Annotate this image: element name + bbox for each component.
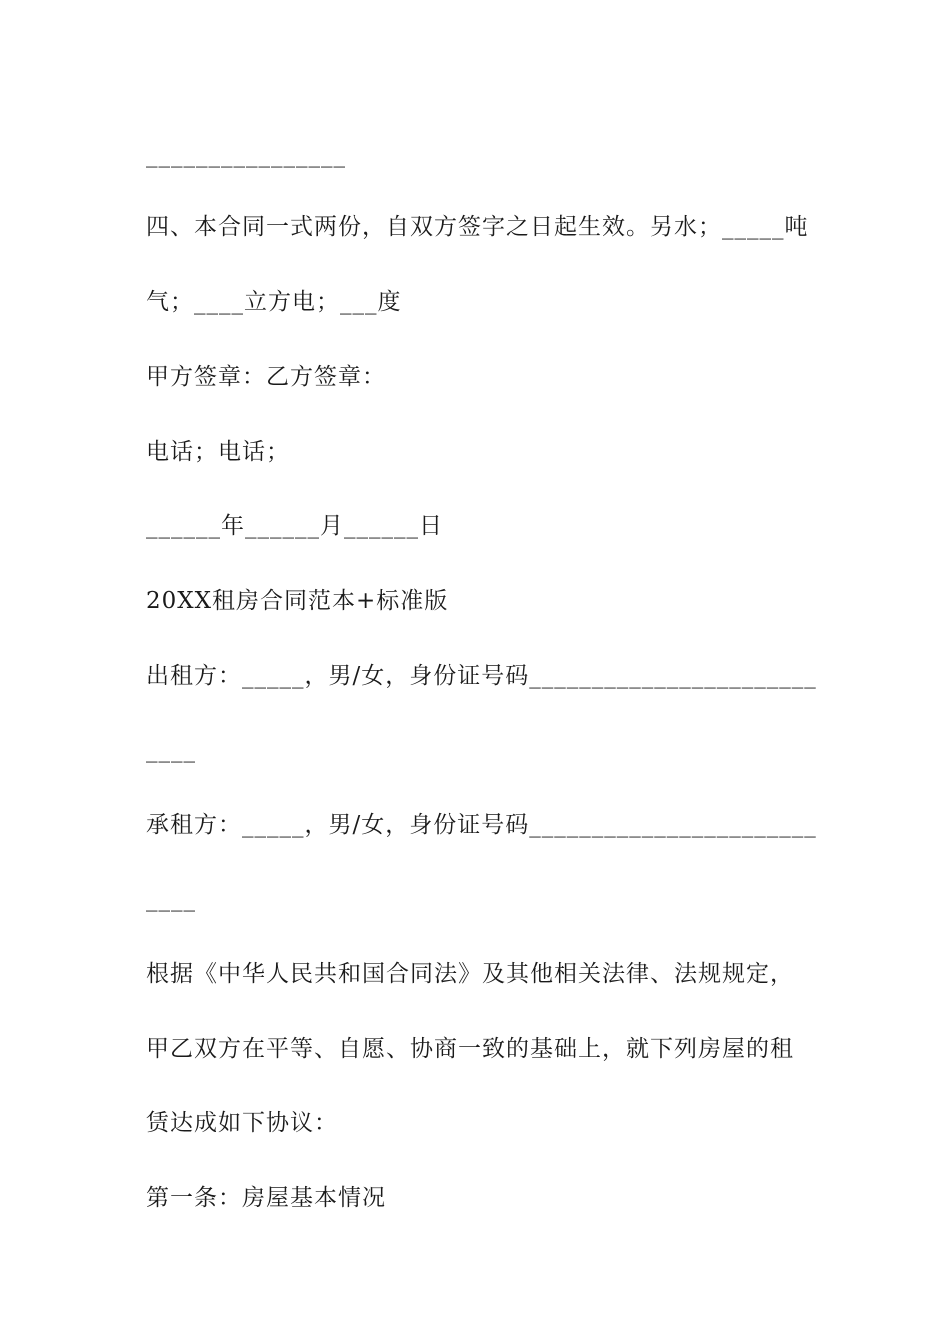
document-heading: 20XX租房合同范本+标准版 xyxy=(146,588,449,614)
lessee-id-continued: ____ xyxy=(146,886,196,912)
blank-line: ________________ xyxy=(146,142,346,168)
legal-basis-line-1: 根据《中华人民共和国合同法》及其他相关法律、法规规定， xyxy=(146,961,794,987)
clause-four-continued: 气；____立方电；___度 xyxy=(146,289,402,315)
lessor-id-continued: ____ xyxy=(146,737,196,763)
lessor-line: 出租方：_____，男/女，身份证号码_______________________ xyxy=(146,663,817,689)
legal-basis-line-3: 赁达成如下协议： xyxy=(146,1110,338,1136)
date-line: ______年______月______日 xyxy=(146,513,443,539)
lessee-line: 承租方：_____，男/女，身份证号码_______________________ xyxy=(146,812,817,838)
article-one-heading: 第一条：房屋基本情况 xyxy=(146,1185,386,1211)
legal-basis-line-2: 甲乙双方在平等、自愿、协商一致的基础上，就下列房屋的租 xyxy=(146,1036,794,1062)
signature-line: 甲方签章：乙方签章： xyxy=(146,364,386,390)
clause-four-text: 四、本合同一式两份，自双方签字之日起生效。另水；_____吨 xyxy=(146,214,809,240)
phone-line: 电话；电话； xyxy=(146,439,290,465)
